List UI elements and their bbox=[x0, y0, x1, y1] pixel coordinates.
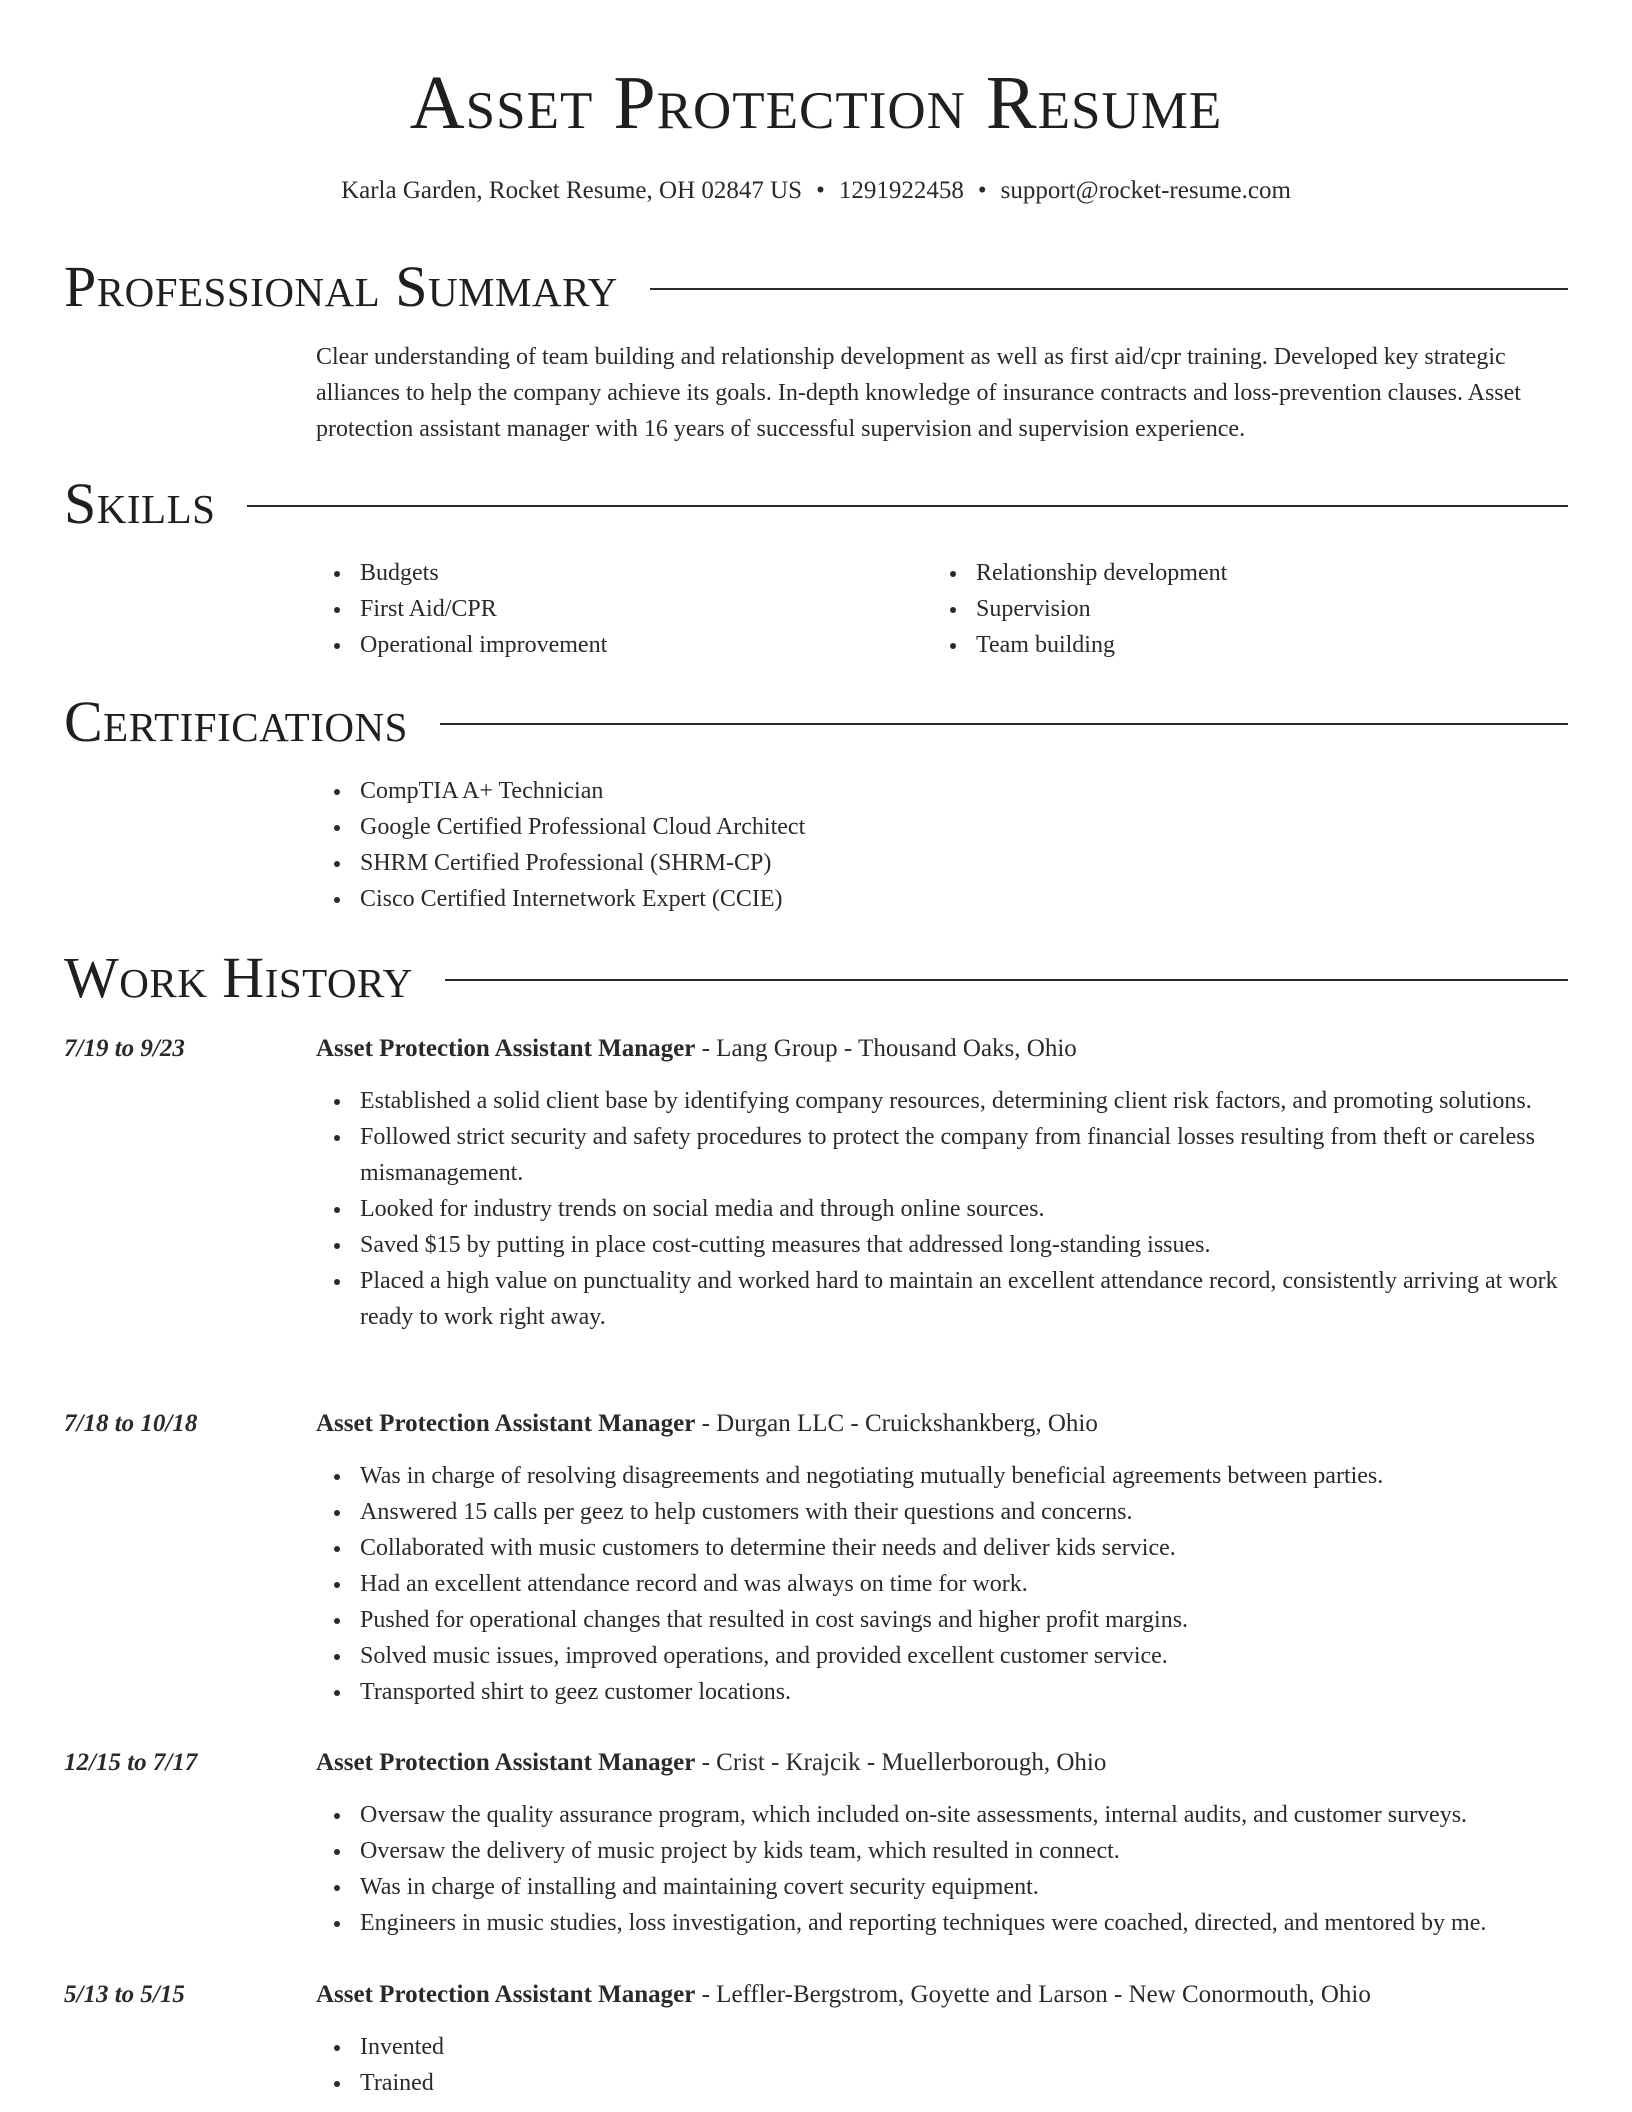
job-dates: 12/15 to 7/17 bbox=[64, 1749, 198, 1776]
skill-item: First Aid/CPR bbox=[316, 591, 916, 627]
job-bullet: Oversaw the quality assurance program, which included on-site assessments, internal audits, and customer surveys. bbox=[316, 1797, 1578, 1833]
job-bullet: Followed strict security and safety procedures to protect the company from financial losses resulting from theft or careless mismanagement. bbox=[316, 1119, 1578, 1191]
job-bullet: Established a solid client base by identifying company resources, determining client risk factors, and promoting solutions. bbox=[316, 1083, 1578, 1119]
job-title: Asset Protection Assistant Manager bbox=[316, 1749, 696, 1776]
skill-item: Supervision bbox=[932, 591, 1572, 627]
job-bullet: Answered 15 calls per geez to help customers with their questions and concerns. bbox=[316, 1494, 1578, 1530]
section-divider bbox=[440, 723, 1568, 725]
contact-phone: 1291922458 bbox=[838, 177, 964, 204]
job-dates: 7/19 to 9/23 bbox=[64, 1035, 185, 1062]
section-summary-header bbox=[64, 252, 1568, 322]
job-dates: 7/18 to 10/18 bbox=[64, 1410, 198, 1437]
contact-separator: • bbox=[816, 177, 825, 204]
summary-text: Clear understanding of team building and relationship development as well as first aid/cpr training. Developed key strategic alliances to help the company achieve its goals. In-depth knowledge of insurance contracts and loss-prevention clauses. Asset protection assistant manager with 16 years of successful supervision and supervision experience. bbox=[316, 344, 1521, 442]
skill-item: Team building bbox=[932, 627, 1572, 663]
section-divider bbox=[650, 288, 1568, 290]
job-bullet: Saved $15 by putting in place cost-cutting measures that addressed long-standing issues. bbox=[316, 1227, 1578, 1263]
certifications-list bbox=[316, 773, 1578, 917]
section-work-header bbox=[64, 943, 1568, 1013]
skill-item: Budgets bbox=[316, 555, 916, 591]
job-title: Asset Protection Assistant Manager bbox=[316, 1981, 696, 2008]
skills-column-left bbox=[316, 555, 916, 663]
job-employer: - Leffler-Bergstrom, Goyette and Larson - New Conormouth, Ohio bbox=[695, 1981, 1371, 2008]
job-bullet: Engineers in music studies, loss investigation, and reporting techniques were coached, directed, and mentored by me. bbox=[316, 1905, 1578, 1941]
skill-item: Operational improvement bbox=[316, 627, 916, 663]
job-bullet: Placed a high value on punctuality and worked hard to maintain an excellent attendance record, consistently arriving at work ready to work right away. bbox=[316, 1263, 1578, 1335]
job-title: Asset Protection Assistant Manager bbox=[316, 1035, 696, 1062]
skills-column-right bbox=[932, 555, 1572, 663]
contact-address: Karla Garden, Rocket Resume, OH 02847 US bbox=[341, 177, 803, 204]
job-employer: - Crist - Krajcik - Muellerborough, Ohio bbox=[695, 1749, 1107, 1776]
section-divider bbox=[445, 979, 1568, 981]
job-heading bbox=[316, 1406, 1098, 1442]
job-title: Asset Protection Assistant Manager bbox=[316, 1410, 696, 1437]
contact-email: support@rocket-resume.com bbox=[1000, 177, 1291, 204]
section-skills-header bbox=[64, 469, 1568, 539]
job-bullets bbox=[316, 1458, 1578, 1710]
job-bullet: Was in charge of installing and maintaining covert security equipment. bbox=[316, 1869, 1578, 1905]
skill-item: Relationship development bbox=[932, 555, 1572, 591]
contact-line bbox=[0, 174, 1632, 208]
job-bullet: Trained bbox=[316, 2065, 1578, 2101]
section-title-summary: Professional Summary bbox=[64, 254, 618, 319]
job-dates: 5/13 to 5/15 bbox=[64, 1981, 185, 2008]
job-bullet: Oversaw the delivery of music project by kids team, which resulted in connect. bbox=[316, 1833, 1578, 1869]
section-title-certifications: Certifications bbox=[64, 689, 408, 754]
job-bullet: Collaborated with music customers to determine their needs and deliver kids service. bbox=[316, 1530, 1578, 1566]
section-title-skills: Skills bbox=[64, 471, 216, 536]
job-heading bbox=[316, 1745, 1106, 1781]
job-bullets bbox=[316, 2029, 1578, 2101]
job-bullet: Invented bbox=[316, 2029, 1578, 2065]
job-heading bbox=[316, 1977, 1371, 2013]
job-employer: - Lang Group - Thousand Oaks, Ohio bbox=[695, 1035, 1077, 1062]
job-bullet: Solved music issues, improved operations, and provided excellent customer service. bbox=[316, 1638, 1578, 1674]
certification-item: Google Certified Professional Cloud Architect bbox=[316, 809, 1578, 845]
certification-item: CompTIA A+ Technician bbox=[316, 773, 1578, 809]
section-title-work: Work History bbox=[64, 945, 413, 1010]
job-employer: - Durgan LLC - Cruickshankberg, Ohio bbox=[695, 1410, 1098, 1437]
job-bullet: Was in charge of resolving disagreements and negotiating mutually beneficial agreements between parties. bbox=[316, 1458, 1578, 1494]
section-certifications-header bbox=[64, 687, 1568, 757]
job-bullet: Pushed for operational changes that resulted in cost savings and higher profit margins. bbox=[316, 1602, 1578, 1638]
certification-item: SHRM Certified Professional (SHRM-CP) bbox=[316, 845, 1578, 881]
job-bullet: Had an excellent attendance record and was always on time for work. bbox=[316, 1566, 1578, 1602]
section-divider bbox=[247, 505, 1568, 507]
job-bullets bbox=[316, 1797, 1578, 1941]
job-bullet: Looked for industry trends on social media and through online sources. bbox=[316, 1191, 1578, 1227]
page-title: Asset Protection Resume bbox=[409, 61, 1223, 145]
contact-separator: • bbox=[977, 177, 987, 204]
certification-item: Cisco Certified Internetwork Expert (CCIE) bbox=[316, 881, 1578, 917]
job-bullet: Transported shirt to geez customer locations. bbox=[316, 1674, 1578, 1710]
job-heading bbox=[316, 1031, 1077, 1067]
job-bullets bbox=[316, 1083, 1578, 1335]
